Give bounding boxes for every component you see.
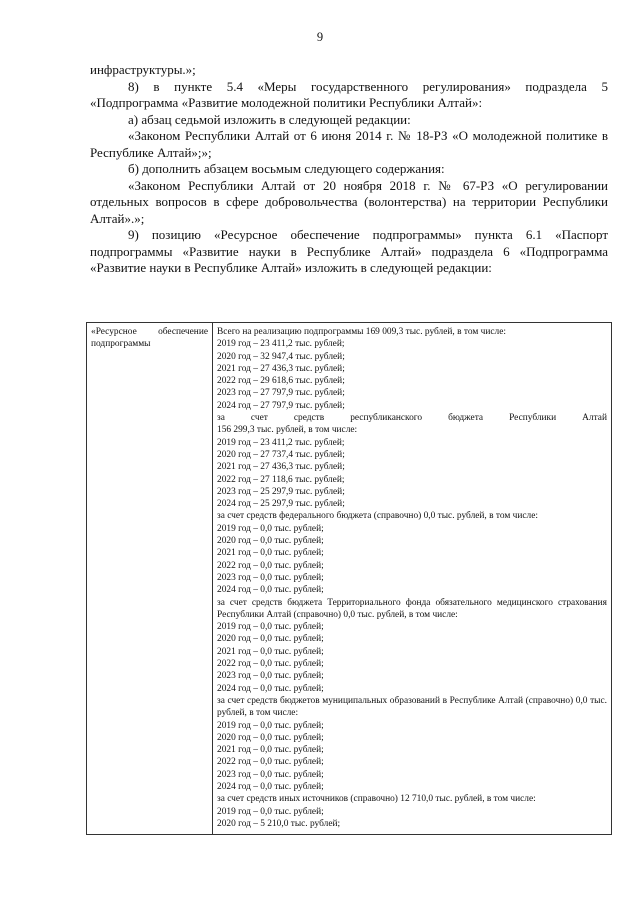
row-content [213, 323, 612, 835]
year-line: 2019 год – 0,0 тыс. рублей; [217, 720, 324, 731]
paragraph: б) дополнить абзацем восьмым следующего содержания: [128, 161, 445, 176]
year-line: 2024 год – 25 297,9 тыс. рублей; [217, 499, 345, 510]
year-line: 2024 год – 0,0 тыс. рублей; [217, 683, 324, 694]
total-funding: Всего на реализацию подпрограммы 169 009,3 тыс. рублей, в том числе: [217, 327, 506, 337]
document-body [90, 62, 608, 277]
year-line: 2020 год – 0,0 тыс. рублей; [217, 536, 324, 547]
year-line: 2019 год – 0,0 тыс. рублей; [217, 523, 324, 534]
year-line: 2021 год – 0,0 тыс. рублей; [217, 548, 324, 559]
municipal-budget: за счет средств бюджетов муниципальных образований в Республике Алтай (справочно) 0,0 тыс. рублей, в том числе: [217, 695, 607, 719]
year-line: 2023 год – 0,0 тыс. рублей; [217, 671, 324, 682]
year-line: 2019 год – 23 411,2 тыс. рублей; [217, 339, 345, 350]
year-line: 2024 год – 0,0 тыс. рублей; [217, 585, 324, 596]
year-line: 2020 год – 27 737,4 тыс. рублей; [217, 449, 345, 460]
year-line: 2022 год – 27 118,6 тыс. рублей; [217, 474, 345, 485]
paragraph: «Законом Республики Алтай от 20 ноября 2018 г. № 67-РЗ «О регулировании отдельных вопросов в сфере добровольчества (волонтерства) на территории Республики Алтай».»; [90, 177, 608, 226]
paragraph: 8) в пункте 5.4 «Меры государственного регулирования» подраздела 5 «Подпрограмма «Развитие молодежной политики Республики Алтай»: [90, 78, 608, 110]
resource-table [86, 322, 612, 835]
year-line: 2020 год – 0,0 тыс. рублей; [217, 634, 324, 645]
page-number: 9 [316, 30, 324, 44]
year-line: 2020 год – 32 947,4 тыс. рублей; [217, 351, 345, 362]
year-line: 2020 год – 5 210,0 тыс. рублей; [217, 818, 341, 829]
year-line: 2021 год – 27 436,3 тыс. рублей; [217, 462, 345, 473]
year-line: 2024 год – 27 797,9 тыс. рублей; [217, 400, 345, 411]
year-line: 2022 год – 0,0 тыс. рублей; [217, 560, 324, 571]
year-line: 2019 год – 23 411,2 тыс. рублей; [217, 437, 345, 448]
year-line: 2023 год – 27 797,9 тыс. рублей; [217, 388, 345, 399]
regional-budget-amount: 156 299,3 тыс. рублей, в том числе: [217, 425, 358, 436]
other-sources: за счет средств иных источников (справочно) 12 710,0 тыс. рублей, в том числе: [217, 794, 536, 805]
paragraph: инфраструктуры.»; [90, 62, 196, 77]
year-line: 2021 год – 0,0 тыс. рублей; [217, 745, 324, 756]
year-line: 2022 год – 29 618,6 тыс. рублей; [217, 376, 345, 387]
paragraph: «Законом Республики Алтай от 6 июня 2014 г. № 18-РЗ «О молодежной политике в Республике Алтай»;»; [90, 128, 608, 160]
year-line: 2023 год – 0,0 тыс. рублей; [217, 769, 324, 780]
federal-budget: за счет средств федерального бюджета (справочно) 0,0 тыс. рублей, в том числе: [217, 511, 538, 522]
paragraph: а) абзац седьмой изложить в следующей редакции: [128, 111, 411, 127]
year-line: 2024 год – 0,0 тыс. рублей; [217, 781, 324, 792]
year-line: 2021 год – 0,0 тыс. рублей; [217, 646, 324, 657]
year-line: 2023 год – 0,0 тыс. рублей; [217, 572, 324, 583]
row-label: «Ресурсное обеспечение подпрограммы [87, 323, 213, 835]
year-line: 2022 год – 0,0 тыс. рублей; [217, 659, 324, 670]
oms-fund-budget: за счет средств бюджета Территориального фонда обязательного медицинского страхования Республики Алтай (справочно) 0,0 тыс. рублей, в том числе: [217, 597, 607, 620]
year-line: 2019 год – 0,0 тыс. рублей; [217, 806, 324, 817]
regional-budget-label: за счет средств республиканского бюджета Республики Алтай [217, 413, 607, 424]
year-line: 2020 год – 0,0 тыс. рублей; [217, 732, 324, 743]
year-line: 2019 год – 0,0 тыс. рублей; [217, 622, 324, 633]
table-row [87, 323, 612, 835]
paragraph: 9) позицию «Ресурсное обеспечение подпрограммы» пункта 6.1 «Паспорт подпрограммы «Развитие науки в Республике Алтай» подраздела 6 «Подпрограмма «Развитие науки в Республике Алтай» изложить в следующей редакции: [90, 227, 608, 275]
year-line: 2021 год – 27 436,3 тыс. рублей; [217, 363, 345, 374]
year-line: 2023 год – 25 297,9 тыс. рублей; [217, 486, 345, 497]
year-line: 2022 год – 0,0 тыс. рублей; [217, 757, 324, 768]
